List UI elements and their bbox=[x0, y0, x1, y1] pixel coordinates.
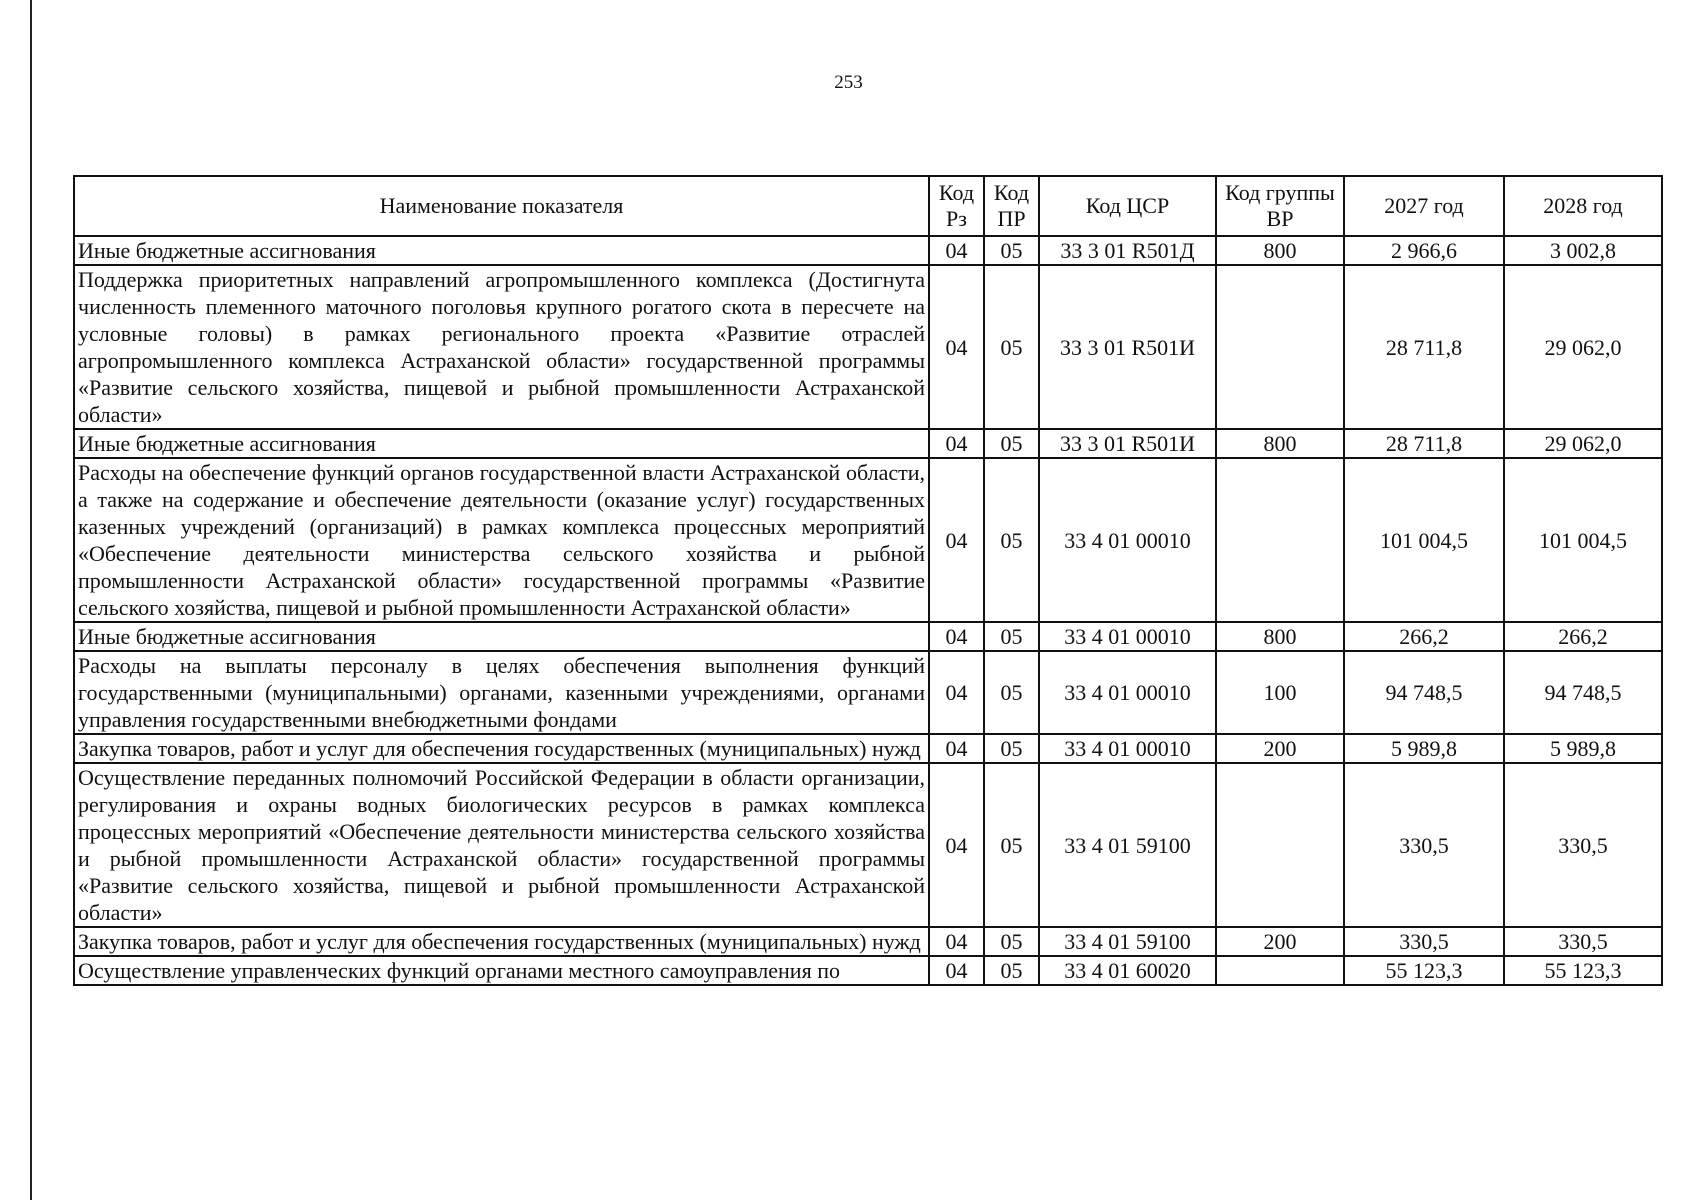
cell-pr: 05 bbox=[984, 429, 1039, 458]
cell-2028: 266,2 bbox=[1504, 622, 1662, 651]
table-row bbox=[74, 956, 1662, 985]
cell-name: Закупка товаров, работ и услуг для обеспечения государственных (муниципальных) нужд bbox=[74, 734, 929, 763]
header-vr: Код группы ВР bbox=[1216, 176, 1344, 236]
header-csr: Код ЦСР bbox=[1039, 176, 1216, 236]
binding-margin-line bbox=[30, 0, 32, 1200]
header-rz: Код Рз bbox=[929, 176, 984, 236]
table-row bbox=[74, 927, 1662, 956]
cell-2027: 266,2 bbox=[1344, 622, 1504, 651]
cell-vr bbox=[1216, 763, 1344, 927]
cell-rz: 04 bbox=[929, 429, 984, 458]
cell-rz: 04 bbox=[929, 734, 984, 763]
cell-rz: 04 bbox=[929, 622, 984, 651]
cell-name: Закупка товаров, работ и услуг для обеспечения государственных (муниципальных) нужд bbox=[74, 927, 929, 956]
cell-name: Поддержка приоритетных направлений агропромышленного комплекса (Достигнута численность племенного маточного поголовья крупного рогатого скота в пересчете на условные головы) в рамках регионального проекта «Развитие отраслей агропромышленного комплекса Астраханской области» государственной программы «Развитие сельского хозяйства, пищевой и рыбной промышленности Астраханской области» bbox=[74, 265, 929, 429]
cell-rz: 04 bbox=[929, 956, 984, 985]
cell-2027: 330,5 bbox=[1344, 927, 1504, 956]
cell-2027: 330,5 bbox=[1344, 763, 1504, 927]
cell-csr: 33 4 01 00010 bbox=[1039, 651, 1216, 734]
cell-2028: 330,5 bbox=[1504, 927, 1662, 956]
table-row bbox=[74, 734, 1662, 763]
cell-rz: 04 bbox=[929, 265, 984, 429]
cell-pr: 05 bbox=[984, 622, 1039, 651]
table-row bbox=[74, 458, 1662, 622]
cell-pr: 05 bbox=[984, 956, 1039, 985]
cell-vr: 200 bbox=[1216, 734, 1344, 763]
cell-name: Иные бюджетные ассигнования bbox=[74, 622, 929, 651]
cell-vr: 800 bbox=[1216, 429, 1344, 458]
table-row bbox=[74, 236, 1662, 265]
cell-pr: 05 bbox=[984, 651, 1039, 734]
header-pr: Код ПР bbox=[984, 176, 1039, 236]
cell-2027: 5 989,8 bbox=[1344, 734, 1504, 763]
table-header-row bbox=[74, 176, 1662, 236]
cell-pr: 05 bbox=[984, 265, 1039, 429]
cell-2028: 94 748,5 bbox=[1504, 651, 1662, 734]
cell-pr: 05 bbox=[984, 734, 1039, 763]
cell-pr: 05 bbox=[984, 458, 1039, 622]
cell-csr: 33 3 01 R501И bbox=[1039, 265, 1216, 429]
cell-vr bbox=[1216, 956, 1344, 985]
budget-table bbox=[73, 175, 1663, 986]
cell-pr: 05 bbox=[984, 236, 1039, 265]
cell-vr: 200 bbox=[1216, 927, 1344, 956]
header-name: Наименование показателя bbox=[74, 176, 929, 236]
cell-name: Осуществление переданных полномочий Российской Федерации в области организации, регулирования и охраны водных биологических ресурсов в рамках комплекса процессных мероприятий «Обеспечение деятельности министерства сельского хозяйства и рыбной промышленности Астраханской области» государственной программы «Развитие сельского хозяйства, пищевой и рыбной промышленности Астраханской области» bbox=[74, 763, 929, 927]
cell-rz: 04 bbox=[929, 236, 984, 265]
table-row bbox=[74, 265, 1662, 429]
cell-csr: 33 3 01 R501Д bbox=[1039, 236, 1216, 265]
cell-2028: 5 989,8 bbox=[1504, 734, 1662, 763]
cell-2027: 2 966,6 bbox=[1344, 236, 1504, 265]
cell-2027: 28 711,8 bbox=[1344, 429, 1504, 458]
cell-vr: 800 bbox=[1216, 236, 1344, 265]
cell-name: Иные бюджетные ассигнования bbox=[74, 429, 929, 458]
table-row bbox=[74, 622, 1662, 651]
header-2028: 2028 год bbox=[1504, 176, 1662, 236]
cell-2027: 28 711,8 bbox=[1344, 265, 1504, 429]
cell-csr: 33 3 01 R501И bbox=[1039, 429, 1216, 458]
table-row bbox=[74, 763, 1662, 927]
cell-rz: 04 bbox=[929, 458, 984, 622]
cell-vr: 800 bbox=[1216, 622, 1344, 651]
cell-csr: 33 4 01 59100 bbox=[1039, 763, 1216, 927]
cell-name: Расходы на обеспечение функций органов государственной власти Астраханской области, а также на содержание и обеспечение деятельности (оказание услуг) государственных казенных учреждений (организаций) в рамках комплекса процессных мероприятий «Обеспечение деятельности министерства сельского хозяйства и рыбной промышленности Астраханской области» государственной программы «Развитие сельского хозяйства, пищевой и рыбной промышленности Астраханской области» bbox=[74, 458, 929, 622]
cell-2028: 29 062,0 bbox=[1504, 429, 1662, 458]
cell-pr: 05 bbox=[984, 927, 1039, 956]
cell-2028: 3 002,8 bbox=[1504, 236, 1662, 265]
table-row bbox=[74, 651, 1662, 734]
cell-rz: 04 bbox=[929, 763, 984, 927]
cell-2028: 55 123,3 bbox=[1504, 956, 1662, 985]
page-number: 253 bbox=[834, 72, 863, 93]
cell-vr bbox=[1216, 458, 1344, 622]
cell-pr: 05 bbox=[984, 763, 1039, 927]
header-2027: 2027 год bbox=[1344, 176, 1504, 236]
cell-csr: 33 4 01 00010 bbox=[1039, 734, 1216, 763]
cell-csr: 33 4 01 60020 bbox=[1039, 956, 1216, 985]
cell-vr bbox=[1216, 265, 1344, 429]
cell-name: Осуществление управленческих функций органами местного самоуправления по bbox=[74, 956, 929, 985]
cell-csr: 33 4 01 59100 bbox=[1039, 927, 1216, 956]
cell-csr: 33 4 01 00010 bbox=[1039, 458, 1216, 622]
cell-name: Иные бюджетные ассигнования bbox=[74, 236, 929, 265]
cell-2028: 101 004,5 bbox=[1504, 458, 1662, 622]
cell-csr: 33 4 01 00010 bbox=[1039, 622, 1216, 651]
cell-rz: 04 bbox=[929, 927, 984, 956]
cell-2028: 330,5 bbox=[1504, 763, 1662, 927]
cell-2027: 94 748,5 bbox=[1344, 651, 1504, 734]
cell-2028: 29 062,0 bbox=[1504, 265, 1662, 429]
cell-rz: 04 bbox=[929, 651, 984, 734]
cell-vr: 100 bbox=[1216, 651, 1344, 734]
cell-name: Расходы на выплаты персоналу в целях обеспечения выполнения функций государственными (муниципальными) органами, казенными учреждениями, органами управления государственными внебюджетными фондами bbox=[74, 651, 929, 734]
cell-2027: 101 004,5 bbox=[1344, 458, 1504, 622]
cell-2027: 55 123,3 bbox=[1344, 956, 1504, 985]
table-row bbox=[74, 429, 1662, 458]
